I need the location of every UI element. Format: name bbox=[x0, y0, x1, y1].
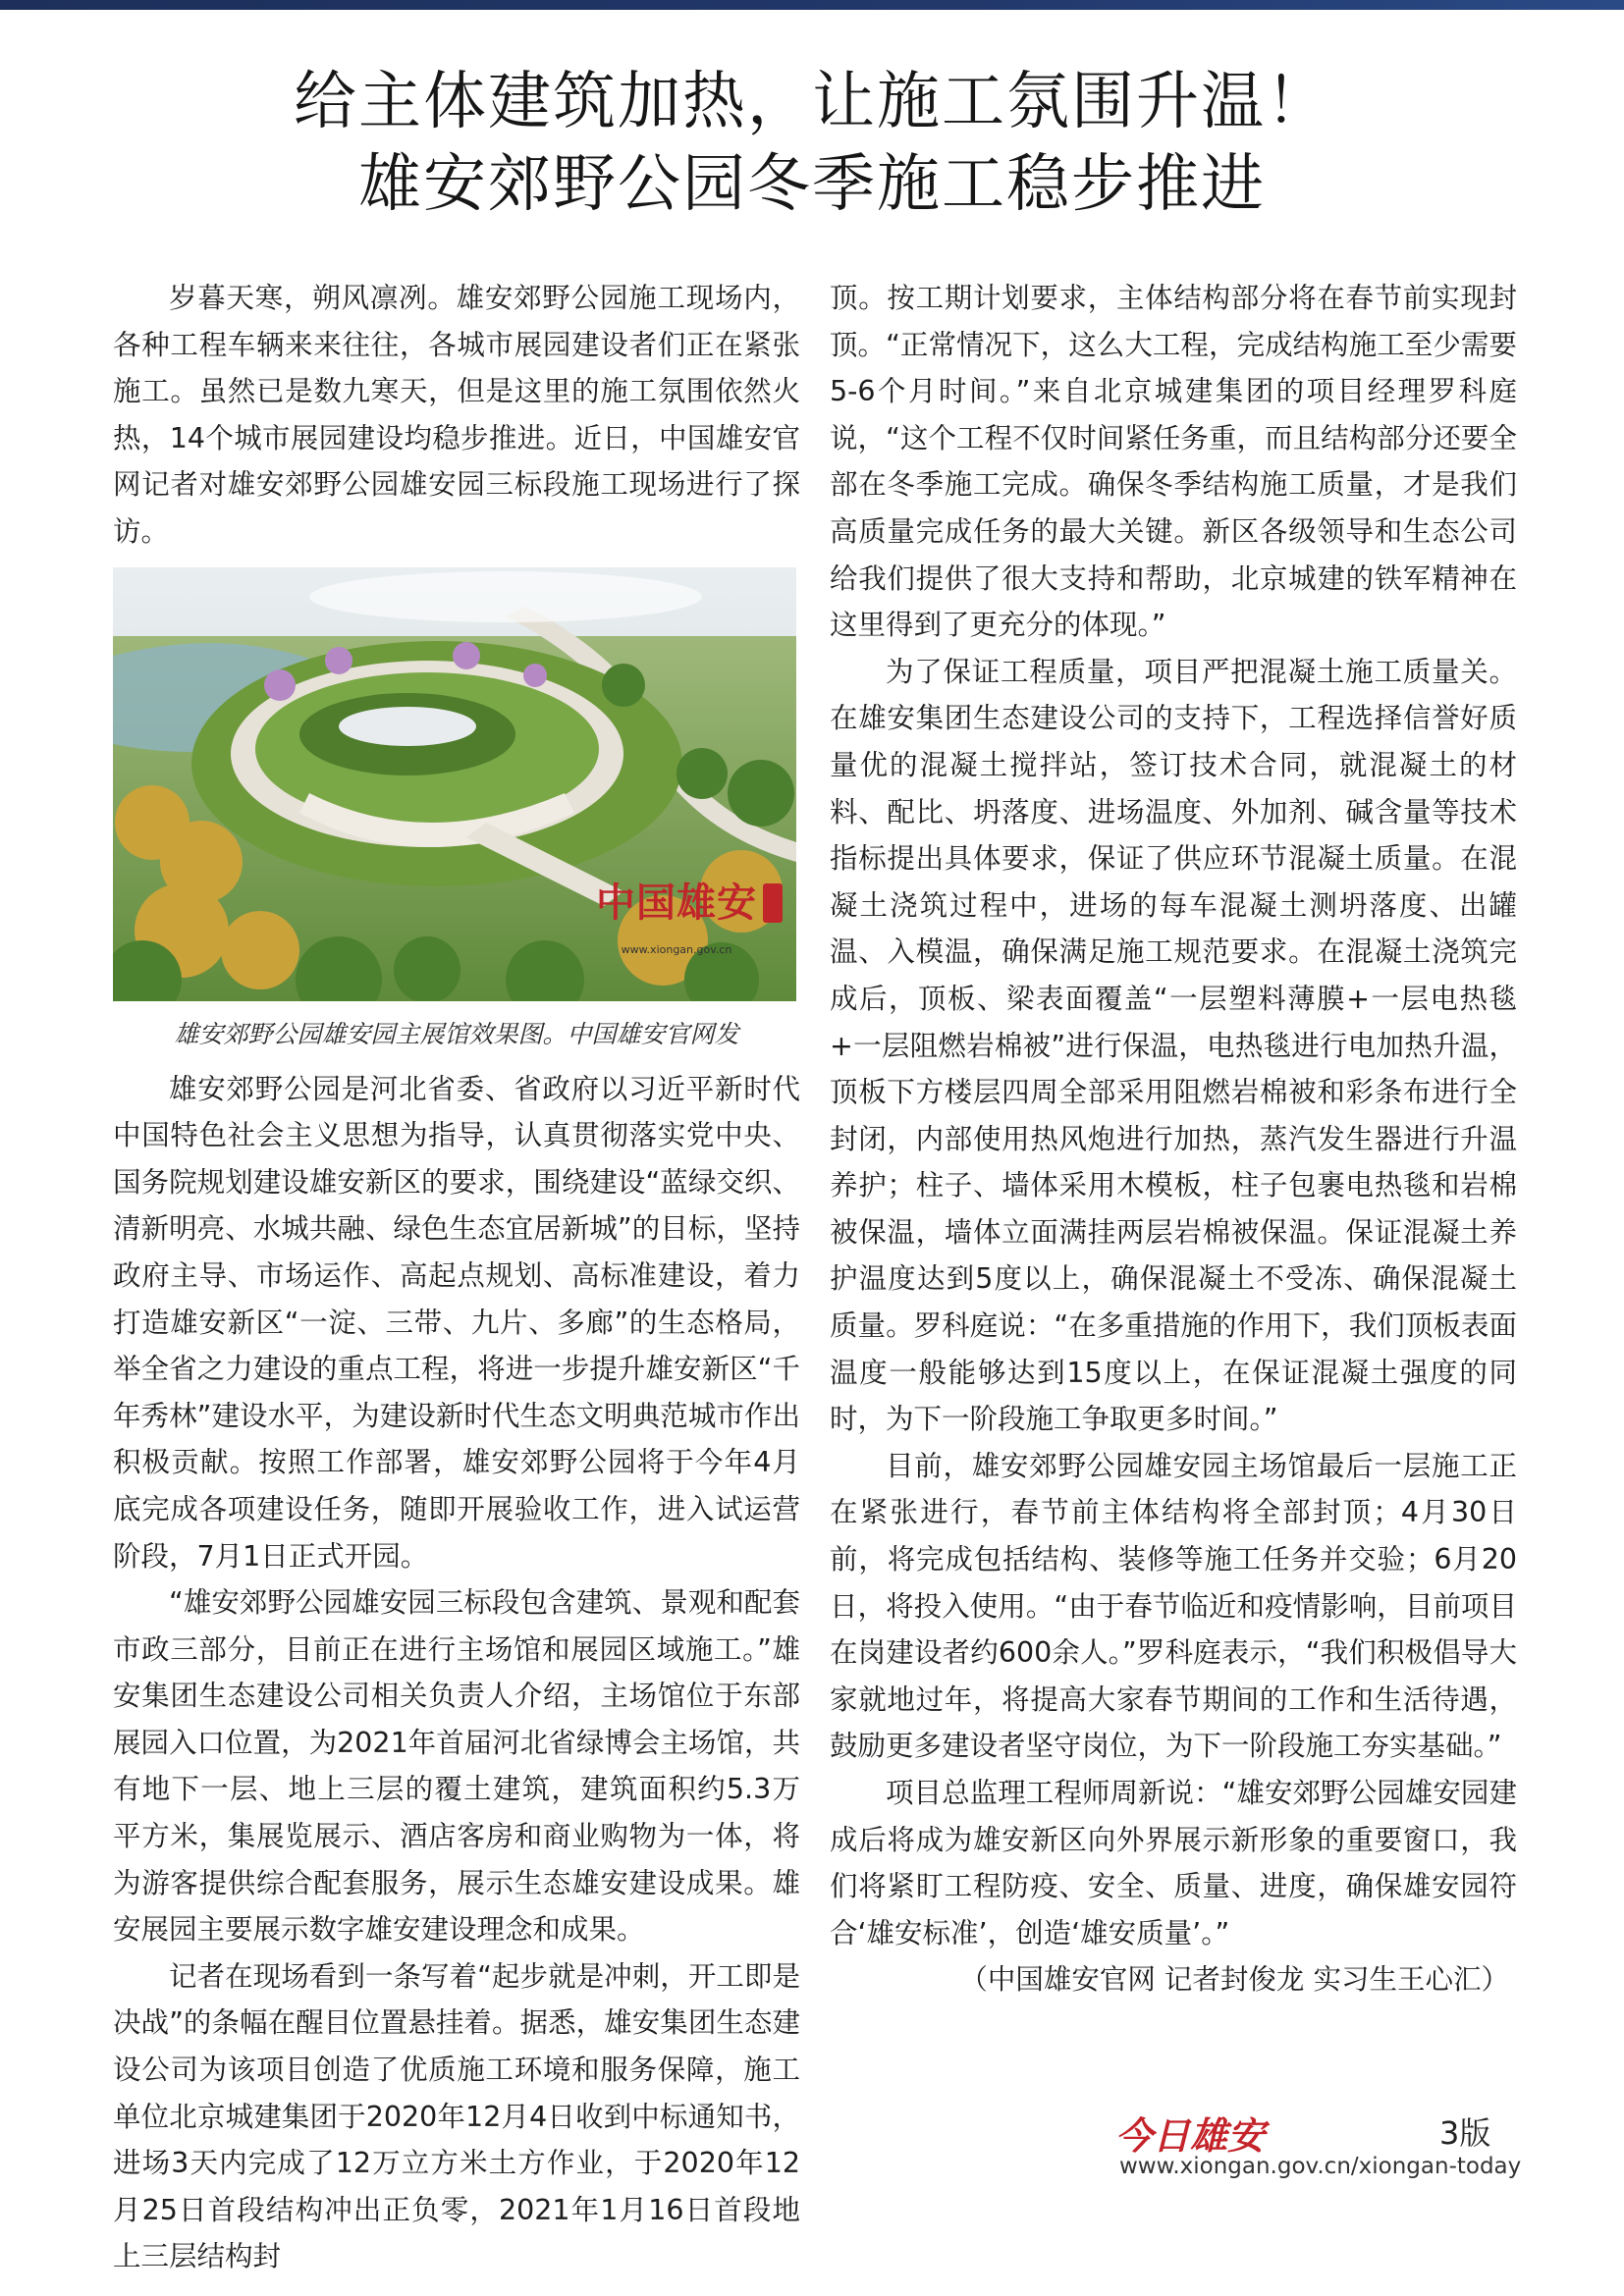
watermark-url: www.xiongan.gov.cn bbox=[621, 942, 732, 956]
watermark-title: 中国雄安 bbox=[596, 879, 757, 926]
page-number: 3版 bbox=[1439, 2114, 1491, 2152]
paragraph: 雄安郊野公园是河北省委、省政府以习近平新时代中国特色社会主义思想为指导，认真贯彻落实党中央、国务院规划建设雄安新区的要求，围绕建设“蓝绿交织、清新明亮、水城共融、绿色生态宜居新城”的目标，坚持政府主导、市场运作、高起点规划、高标准建设，着力打造雄安新区“一淀、三带、九片、多廊”的生态格局，举全省之力建设的重点工程，将进一步提升雄安新区“千年秀林”建设水平，为建设新时代生态文明典范城市作出积极贡献。按照工作部署，雄安郊野公园将于今年4月底完成各项建设任务，随即开展验收工作，进入试运营阶段，7月1日正式开园。 bbox=[113, 1072, 800, 1573]
headline bbox=[0, 61, 1624, 226]
right-column bbox=[830, 275, 1517, 2003]
photo-caption: 雄安郊野公园雄安园主展馆效果图。中国雄安官网发 bbox=[174, 1019, 739, 1048]
watermark bbox=[596, 881, 757, 974]
paragraph: 为了保证工程质量，项目严把混凝土施工质量关。在雄安集团生态建设公司的支持下，工程选择信誉好质量优的混凝土搅拌站，签订技术合同，就混凝土的材料、配比、坍落度、进场温度、外加剂、碱含量等技术指标提出具体要求，保证了供应环节混凝土质量。在混凝土浇筑过程中，进场的每车混凝土测坍落度、出罐温、入模温，确保满足施工规范要求。在混凝土浇筑完成后，顶板、梁表面覆盖“一层塑料薄膜+一层电热毯+一层阻燃岩棉被”进行保温，电热毯进行电加热升温，顶板下方楼层四周全部采用阻燃岩棉被和彩条布进行全封闭，内部使用热风炮进行加热，蒸汽发生器进行升温养护；柱子、墙体采用木模板，柱子包裹电热毯和岩棉被保温，墙体立面满挂两层岩棉被保温。保证混凝土养护温度达到5度以上，确保混凝土不受冻、确保混凝土质量。罗科庭说：“在多重措施的作用下，我们顶板表面温度一般能够达到15度以上，在保证混凝土强度的同时，为下一阶段施工争取更多时间。” bbox=[830, 655, 1517, 1436]
headline-line-2: 雄安郊野公园冬季施工稳步推进 bbox=[358, 148, 1266, 221]
watermark-seal-icon bbox=[763, 883, 783, 923]
paragraph: 记者在现场看到一条写着“起步就是冲刺，开工即是决战”的条幅在醒目位置悬挂着。据悉，雄安集团生态建设公司为该项目创造了优质施工环境和服务保障，施工单位北京城建集团于2020年12月4日收到中标通知书，进场3天内完成了12万立方米土方作业，于2020年12月25日首段结构冲出正负零，2021年1月16日首段地上三层结构封 bbox=[113, 1959, 800, 2273]
publication-logo: 今日雄安 bbox=[1115, 2113, 1266, 2158]
byline: （中国雄安官网 记者封俊龙 实习生王心汇） bbox=[959, 1963, 1509, 1997]
paragraph: 岁暮天寒，朔风凛冽。雄安郊野公园施工现场内，各种工程车辆来来往往，各城市展园建设者们正在紧张施工。虽然已是数九寒天，但是这里的施工氛围依然火热，14个城市展园建设均稳步推进。近日，中国雄安官网记者对雄安郊野公园雄安园三标段施工现场进行了探访。 bbox=[113, 282, 800, 548]
top-accent-bar bbox=[0, 0, 1624, 10]
headline-line-1: 给主体建筑加热，让施工氛围升温！ bbox=[294, 66, 1330, 138]
left-column bbox=[113, 275, 800, 2280]
park-rendering-photo bbox=[113, 567, 796, 1001]
paragraph: 目前，雄安郊野公园雄安园主场馆最后一层施工正在紧张进行，春节前主体结构将全部封顶；4月30日前，将完成包括结构、装修等施工任务并交验；6月20日，将投入使用。“由于春节临近和疫情影响，目前项目在岗建设者约600余人。”罗科庭表示，“我们积极倡导大家就地过年，将提高大家春节期间的工作和生活待遇，鼓励更多建设者坚守岗位，为下一阶段施工夯实基础。” bbox=[830, 1449, 1517, 1763]
paragraph-continued: 顶。按工期计划要求，主体结构部分将在春节前实现封顶。“正常情况下，这么大工程，完成结构施工至少需要5-6个月时间。”来自北京城建集团的项目经理罗科庭说，“这个工程不仅时间紧任务重，而且结构部分还要全部在冬季施工完成。确保冬季结构施工质量，才是我们高质量完成任务的最大关键。新区各级领导和生态公司给我们提供了很大支持和帮助，北京城建的铁军精神在这里得到了更充分的体现。” bbox=[830, 282, 1517, 642]
footer-url: www.xiongan.gov.cn/xiongan-today bbox=[1119, 2154, 1522, 2179]
paragraph: 项目总监理工程师周新说：“雄安郊野公园雄安园建成后将成为雄安新区向外界展示新形象的重要窗口，我们将紧盯工程防疫、安全、质量、进度，确保雄安园符合‘雄安标准’，创造‘雄安质量’。” bbox=[830, 1777, 1517, 1949]
paragraph: “雄安郊野公园雄安园三标段包含建筑、景观和配套市政三部分，目前正在进行主场馆和展园区域施工。”雄安集团生态建设公司相关负责人介绍，主场馆位于东部展园入口位置，为2021年首届河北省绿博会主场馆，共有地下一层、地上三层的覆土建筑，建筑面积约5.3万平方米，集展览展示、酒店客房和商业购物为一体，将为游客提供综合配套服务，展示生态雄安建设成果。雄安展园主要展示数字雄安建设理念和成果。 bbox=[113, 1586, 800, 1947]
